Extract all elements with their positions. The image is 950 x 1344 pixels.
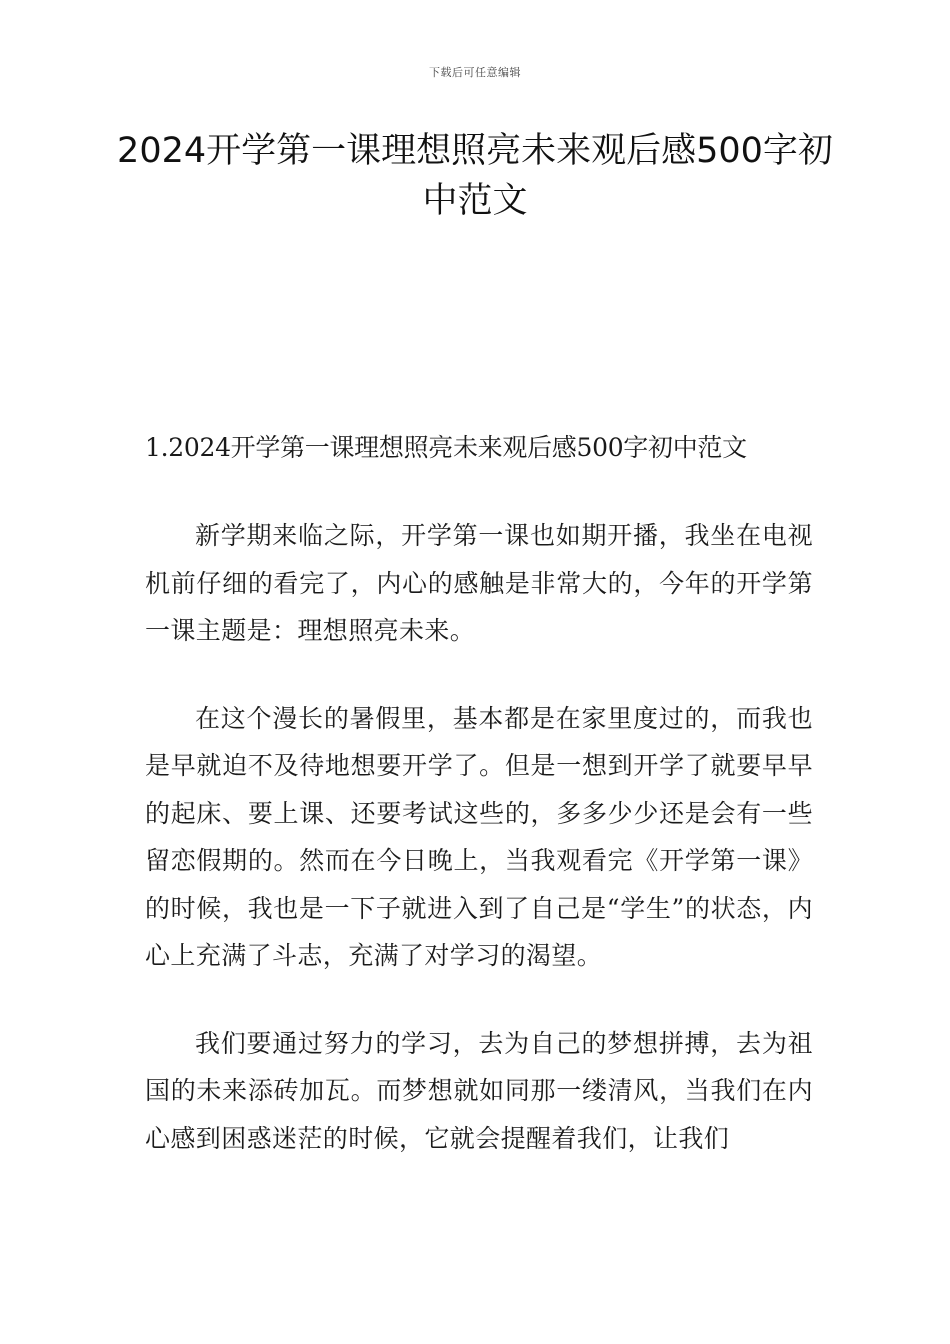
paragraph-2: 在这个漫长的暑假里，基本都是在家里度过的，而我也是早就迫不及待地想要开学了。但是一想到开学了就要早早的起床、要上课、还要考试这些的，多多少少还是会有一些留恋假期的。然而在今日晚上，当我观看完《开学第一课》的时候，我也是一下子就进入到了自己是“学生”的状态，内心上充满了斗志，充满了对学习的渴望。	[145, 703, 813, 970]
document-title: 2024开学第一课理想照亮未来观后感500字初中范文	[117, 131, 833, 221]
paragraph-1: 新学期来临之际，开学第一课也如期开播，我坐在电视机前仔细的看完了，内心的感触是非常大的，今年的开学第一课主题是：理想照亮未来。	[145, 521, 813, 645]
item-heading: 1.2024开学第一课理想照亮未来观后感500字初中范文	[145, 433, 747, 462]
paragraph-3: 我们要通过努力的学习，去为自己的梦想拼搏，去为祖国的未来添砖加瓦。而梦想就如同那一缕清风，当我们在内心感到困惑迷茫的时候，它就会提醒着我们，让我们	[145, 1028, 813, 1153]
article-body	[145, 424, 813, 1162]
header-note: 下载后可任意编辑	[429, 66, 521, 79]
